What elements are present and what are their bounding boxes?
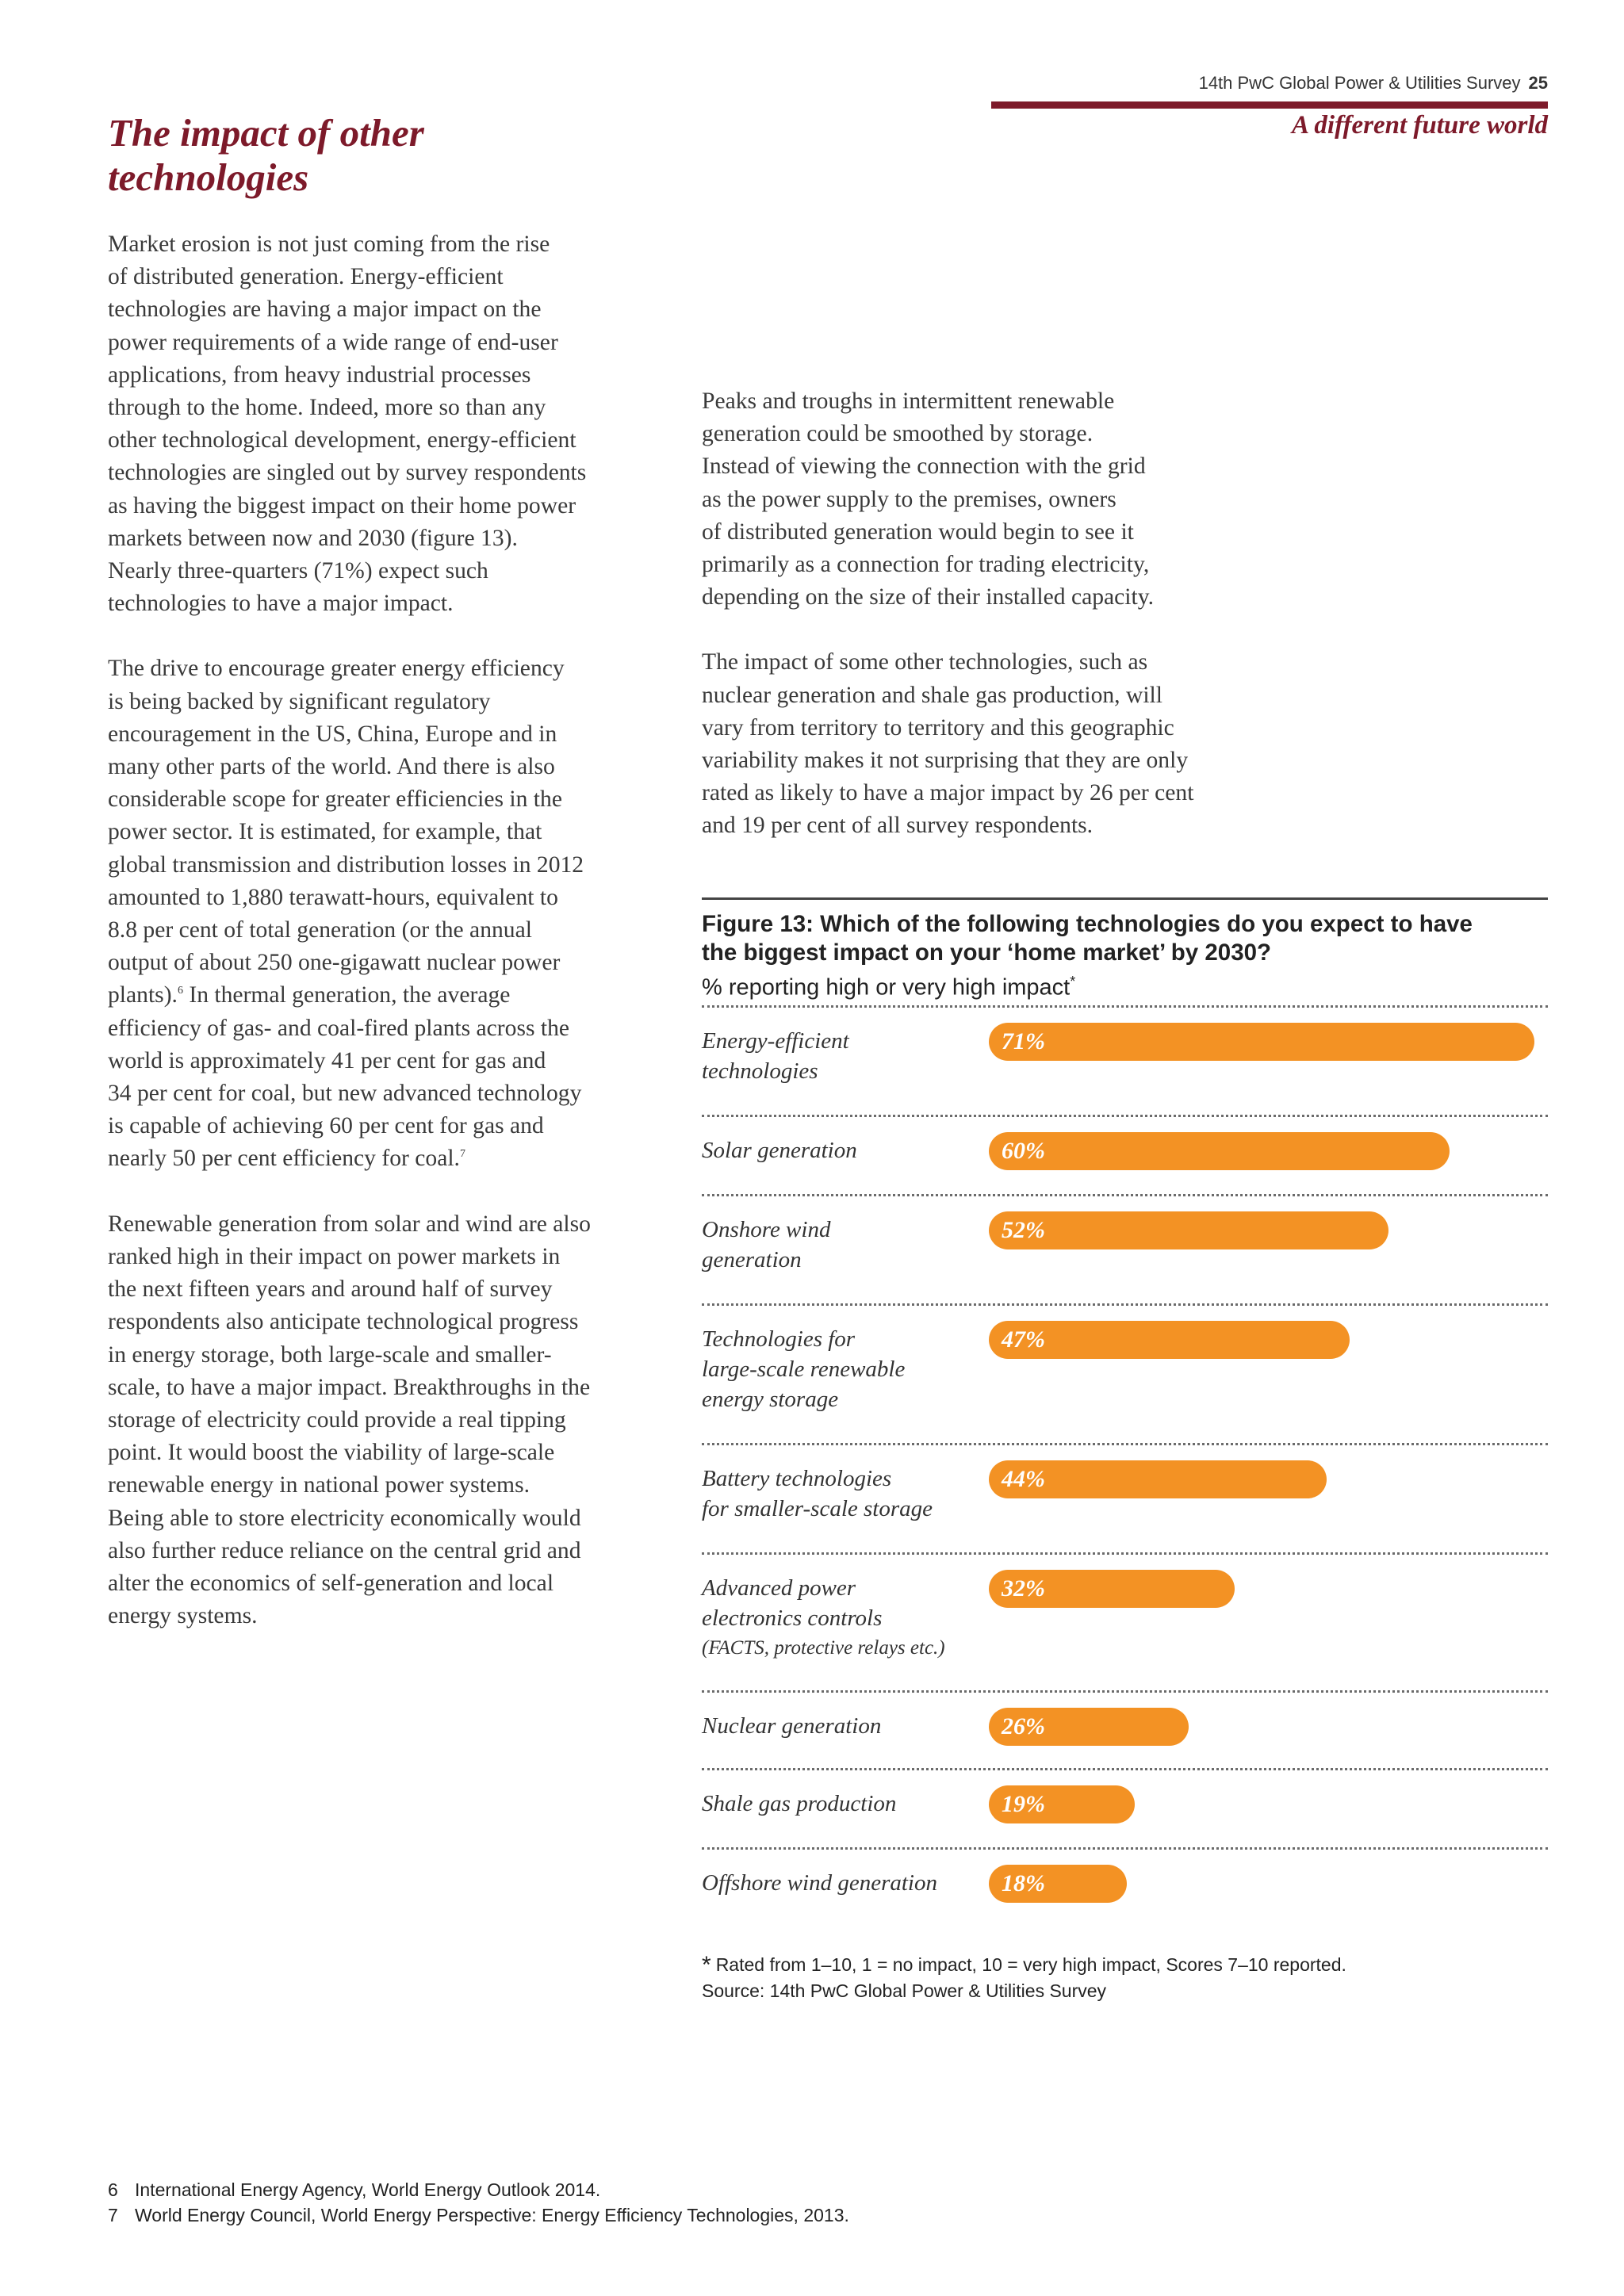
footnote-item [108, 2202, 849, 2228]
figure-footnote-text: Rated from 1–10, 1 = no impact, 10 = very high impact, Scores 7–10 reported. [715, 1954, 1346, 1975]
footnote-text: World Energy Council, World Energy Perspective: Energy Efficiency Technologies, 2013. [135, 2205, 849, 2225]
bar-category-label [702, 1135, 987, 1165]
footnote-number: 6 [108, 2179, 118, 2200]
figure-note [702, 1952, 1346, 2003]
asterisk-marker: * [1070, 974, 1076, 989]
paragraph-text: In thermal generation, the average efficiency of gas- and coal-fired plants across the world is approximately 41 per cent for gas and 34 per cent for coal, but new advanced technology is capable of achieving 60 per cent for gas and nearly 50 per cent efficiency for coal. [108, 982, 582, 1172]
page-title [108, 111, 663, 200]
dotted-divider [702, 1115, 1548, 1117]
figure-subtitle [702, 967, 1548, 1002]
section-subtitle: A different future world [1291, 111, 1548, 140]
figure-footnote [702, 1952, 1346, 1978]
footnotes [108, 2177, 849, 2228]
bar-category-label [702, 1789, 987, 1819]
category-subtitle: (FACTS, protective relays etc.) [702, 1636, 945, 1659]
asterisk-marker: * [702, 1952, 711, 1978]
figure-source: Source: 14th PwC Global Power & Utilities Survey [702, 1980, 1107, 2001]
bar-category-label [702, 1711, 987, 1741]
body-paragraph: Market erosion is not just coming from the rise of distributed generation. Energy-efficient technologies are having a major impact on the power requirements of a wide range of end-user applications, from heavy industrial processes through to the home. Indeed, more so than any other technological development, energy-efficient technologies are singled out by survey respondents as having the biggest impact on their home power markets between now and 2030 (figure 13). Nearly three-quarters (71%) expect such technologies to have a major impact. [108, 232, 587, 617]
category-name: Battery technologies for smaller-scale storage [702, 1465, 933, 1521]
category-name: Energy-efficient technologies [702, 1027, 849, 1084]
footnote-marker: 6 [177, 985, 183, 997]
bar-category-label [702, 1026, 987, 1086]
bar-category-label [702, 1573, 987, 1663]
footnote-marker: 7 [459, 1148, 465, 1161]
category-name: Onshore wind generation [702, 1216, 831, 1272]
body-paragraph [108, 652, 667, 1175]
bar-category-label [702, 1464, 987, 1524]
figure-subtitle-text: % reporting high or very high impact [702, 974, 1071, 1001]
body-paragraph: Renewable generation from solar and wind are also ranked high in their impact on power markets in the next fifteen years and around half of survey respondents also anticipate technological progress in energy storage, both large-scale and smaller- scale, to have a major impact. Breakthroughs in the storage of electricity could provide a real tipping point. It would boost the viability of large-scale renewable energy in national power systems. Being able to store electricity economically would also further reduce reliance on the central grid and alter the economics of self-generation and local energy systems. [108, 1211, 591, 1629]
dotted-divider [702, 1005, 1548, 1008]
bar [989, 1460, 1327, 1498]
bar-category-label [702, 1868, 987, 1898]
category-name: Shale gas production [702, 1790, 897, 1816]
bar [989, 1023, 1534, 1061]
bar [989, 1708, 1189, 1746]
category-name: Solar generation [702, 1137, 857, 1163]
bar-value-label: 71% [1002, 1027, 1045, 1054]
bar-value-label: 26% [1002, 1712, 1045, 1739]
right-column [702, 385, 1273, 875]
bar-value-label: 19% [1002, 1790, 1045, 1817]
bar-chart [702, 1005, 1548, 1949]
running-header [1199, 73, 1548, 94]
footnote-number: 7 [108, 2205, 118, 2225]
bar-value-label: 18% [1002, 1869, 1045, 1896]
body-paragraph: Peaks and troughs in intermittent renewable generation could be smoothed by storage. Instead of viewing the connection with the grid as the power supply to the premises, owners of distributed generation would begin to see it primarily as a connection for trading electricity, depending on the size of their installed capacity. [702, 388, 1155, 610]
figure-13 [702, 897, 1548, 1949]
bar-value-label: 32% [1002, 1575, 1045, 1601]
figure-top-rule [702, 897, 1548, 900]
category-name: Technologies for large-scale renewable energy storage [702, 1326, 906, 1412]
paragraph-text: The drive to encourage greater energy efficiency is being backed by significant regulatory encouragement in the US, China, Europe and in many other parts of the world. And there is also considerable scope for greater efficiencies in the power sector. It is estimated, for example, that global transmission and distribution losses in 2012 amounted to 1,880 terawatt-hours, equivalent to 8.8 per cent of total generation (or the annual output of about 250 one-gigawatt nuclear power plants). [108, 656, 584, 1008]
survey-name: 14th PwC Global Power & Utilities Survey [1198, 73, 1521, 93]
bar-value-label: 52% [1002, 1216, 1045, 1243]
body-paragraph: The impact of some other technologies, such as nuclear generation and shale gas production, will vary from territory to territory and this geographic variability makes it not surprising that they are only rated as likely to have a major impact by 26 per cent and 19 per cent of all survey respondents. [702, 649, 1194, 839]
bar-value-label: 44% [1002, 1465, 1045, 1492]
dotted-divider [702, 1194, 1548, 1196]
bar-category-label [702, 1215, 987, 1275]
bar-category-label [702, 1324, 987, 1414]
left-column [108, 228, 667, 1665]
bar [989, 1570, 1235, 1608]
bar [989, 1321, 1350, 1359]
dotted-divider [702, 1303, 1548, 1306]
page-number: 25 [1528, 73, 1548, 93]
category-name: Advanced power electronics controls [702, 1575, 883, 1631]
category-name: Nuclear generation [702, 1712, 882, 1739]
category-name: Offshore wind generation [702, 1869, 937, 1896]
header-rule [991, 101, 1548, 109]
dotted-divider [702, 1768, 1548, 1770]
bar [989, 1132, 1450, 1170]
bar-value-label: 60% [1002, 1137, 1045, 1164]
dotted-divider [702, 1443, 1548, 1445]
footnote-item [108, 2177, 849, 2202]
bar [989, 1785, 1135, 1823]
bar [989, 1211, 1388, 1249]
page-title-text: The impact of other technologies [108, 111, 424, 199]
bar-value-label: 47% [1002, 1326, 1045, 1353]
bar [989, 1865, 1127, 1903]
dotted-divider [702, 1552, 1548, 1555]
dotted-divider [702, 1847, 1548, 1850]
footnote-text: International Energy Agency, World Energy Outlook 2014. [135, 2179, 601, 2200]
dotted-divider [702, 1690, 1548, 1693]
figure-title: Figure 13: Which of the following technologies do you expect to have the biggest impact on your ‘home market’ by 2030? [702, 911, 1473, 966]
